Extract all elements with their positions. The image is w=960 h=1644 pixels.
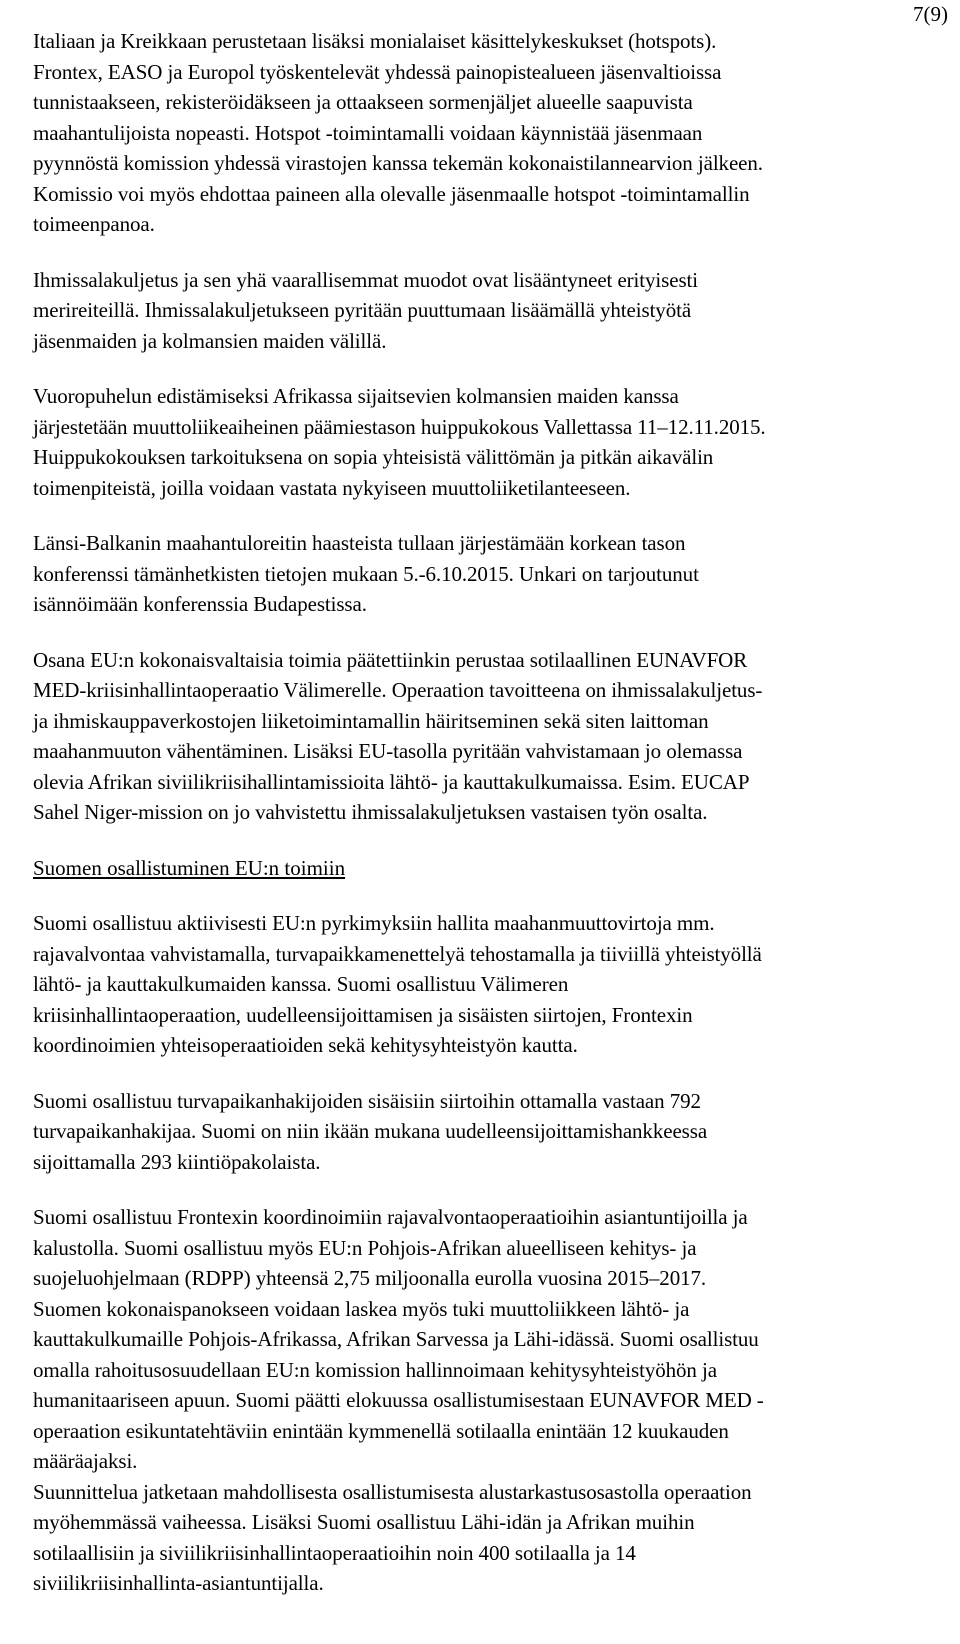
paragraph-eunavfor-med: Osana EU:n kokonaisvaltaisia toimia päätettiinkin perustaa sotilaallinen EUNAVFOR MED-kriisinhallintaoperaatio Välimerelle. Operaation tavoitteena on ihmissalakuljetus- ja ihmiskauppaverkostojen liiketoimintamallin häiritseminen sekä siten laittoman maahanmuuton vähentäminen. Lisäksi EU-tasolla pyritään vahvistamaan jo olemassa olevia Afrikan siviilikriisihallintamissioita lähtö- ja kauttakulkumaissa. Esim. EUCAP Sahel Niger-mission on jo vahvistettu ihmissalakuljetuksen vastaisen työn osalta. [33,647,763,824]
paragraph-planning: Suunnittelua jatketaan mahdollisesta osallistumisesta alustarkastusosastolla operaation myöhemmässä vaiheessa. Lisäksi Suomi osallistuu Lähi-idän ja Afrikan muihin sotilaallisiin ja siviilikriisinhallintaoperaatioihin noin 400 sotilaalla ja 14 siviilikriisinhallinta-asiantuntijalla. [33,1479,752,1595]
paragraph-relocation: Suomi osallistuu turvapaikanhakijoiden sisäisiin siirtoihin ottamalla vastaan 792 turvapaikanhakijaa. Suomi on niin ikään mukana uudelleensijoittamishankkeessa sijoittamalla 293 kiintiöpakolaista. [33,1088,708,1174]
paragraph-finland-participation: Suomi osallistuu aktiivisesti EU:n pyrkimyksiin hallita maahanmuuttovirtoja mm. rajavalvontaa vahvistamalla, turvapaikkamenettelyä tehostamalla ja tiiviillä yhteistyöllä lähtö- ja kauttakulkumaiden kanssa. Suomi osallistuu Välimeren kriisinhallintaoperaation, uudelleensijoittamisen ja sisäisten siirtojen, Frontexin koordinoimien yhteisoperaatioiden sekä kehitysyhteistyön kautta. [33,911,762,1057]
paragraph-hotspots: Italiaan ja Kreikkaan perustetaan lisäksi monialaiset käsittelykeskukset (hotspots). Frontex, EASO ja Europol työskentelevät yhdessä painopistealueen jäsenvaltioissa tunnistaakseen, rekisteröidäkseen ja ottaakseen sormenjäljet alueelle saapuvista maahantulijoista nopeasti. Hotspot -toimintamalli voidaan käynnistää jäsenmaan pyynnöstä komission yhdessä virastojen kanssa tekemän kokonaistilannearvion jälkeen. Komissio voi myös ehdottaa paineen alla olevalle jäsenmaalle hotspot -toimintamallin toimeenpanoa. [33,29,763,236]
paragraph-western-balkans: Länsi-Balkanin maahantuloreitin haasteista tullaan järjestämään korkean tason konferenssi tämänhetkisten tietojen mukaan 5.-6.10.2015. Unkari on tarjoutunut isännöimään konferenssia Budapestissa. [33,531,699,616]
section-heading: Suomen osallistuminen EU:n toimiin [33,855,346,880]
document-body [33,26,954,1599]
paragraph-smuggling: Ihmissalakuljetus ja sen yhä vaarallisemmat muodot ovat lisääntyneet erityisesti merireiteillä. Ihmissalakuljetukseen pyritään puuttumaan lisäämällä yhteistyötä jäsenmaiden ja kolmansien maiden välillä. [33,267,698,353]
page-number: 7(9) [913,2,948,26]
paragraph-frontex-contribution: Suomi osallistuu Frontexin koordinoimiin rajavalvontaoperaatioihin asiantuntijoilla ja kalustolla. Suomi osallistuu myös EU:n Pohjois-Afrikan alueelliseen kehitys- ja suojeluohjelmaan (RDPP) yhteensä 2,75 miljoonalla eurolla vuosina 2015–2017. Suomen kokonaispanokseen voidaan laskea myös tuki muuttoliikkeen lähtö- ja kauttakulkumaille Pohjois-Afrikassa, Afrikan Sarvessa ja Lähi-idässä. Suomi osallistuu omalla rahoitusosuudellaan EU:n komission hallinnoimaan kehitysyhteistyöhön ja humanitaariseen apuun. Suomi päätti elokuussa osallistumisestaan EUNAVFOR MED - operaation esikuntatehtäviin enintään kymmenellä sotilaalla enintään 12 kuukauden määräajaksi. [33,1205,764,1473]
paragraph-valletta-summit: Vuoropuhelun edistämiseksi Afrikassa sijaitsevien kolmansien maiden kanssa järjestetään muuttoliikeaiheinen päämiestason huippukokous Vallettassa 11–12.11.2015. Huippukokouksen tarkoituksena on sopia yhteisistä välittömän ja pitkän aikavälin toimenpiteistä, joilla voidaan vastata nykyiseen muuttoliiketilanteeseen. [33,384,766,500]
